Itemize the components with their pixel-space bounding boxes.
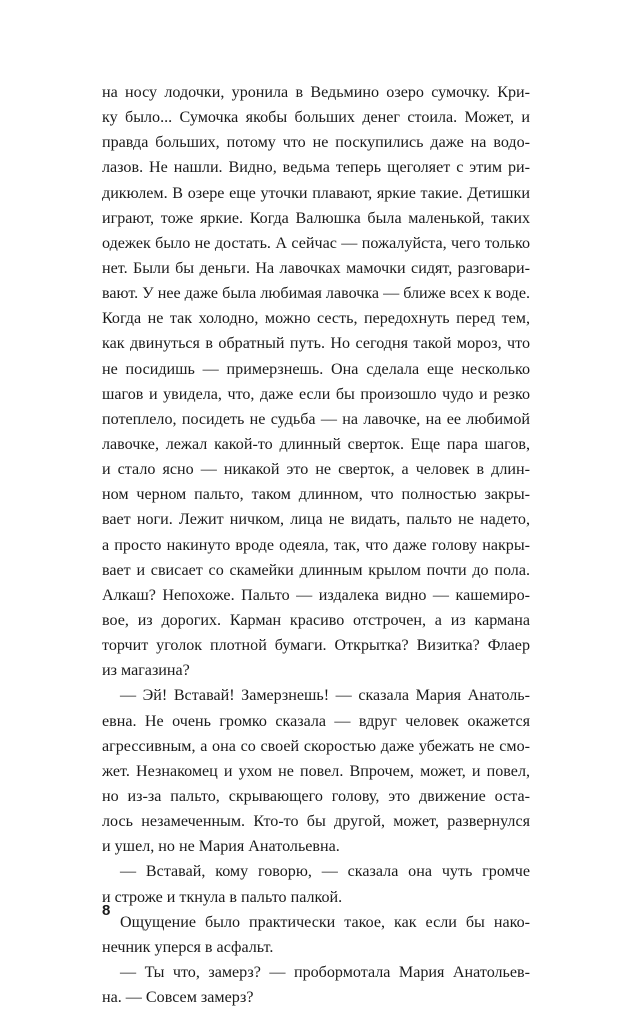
text-line: нет. Были бы деньги. На лавочках мамочки сидят, разговари- [102, 259, 530, 277]
text-line: и ушел, но не Мария Анатольевна. [102, 838, 340, 856]
text-line: но из-за пальто, скрывающего голову, это движение оста- [102, 787, 530, 805]
text-line: шагов и увидела, что, даже если бы произошло чудо и резко [102, 385, 530, 403]
page-body-text [102, 80, 530, 1010]
text-line: как двинуться в обратный путь. Но сегодня такой мороз, что [102, 335, 530, 353]
text-line: из магазина? [102, 662, 190, 680]
text-line: и строже и ткнула в пальто палкой. [102, 888, 343, 906]
text-line: агрессивным, а она со своей скоростью даже убежать не смо- [102, 737, 530, 755]
text-line: — Эй! Вставай! Замерзнешь! — сказала Мария Анатоль- [120, 687, 530, 705]
text-line: Алкаш? Непохоже. Пальто — издалека видно — кашемиро- [102, 586, 530, 604]
text-line: а просто накинуто вроде одеяла, так, что даже голову накры- [102, 536, 530, 554]
text-line: дикюлем. В озере еще уточки плавают, яркие такие. Детишки [102, 184, 530, 202]
text-line: жет. Незнакомец и ухом не повел. Впрочем, может, и повел, [102, 762, 530, 780]
text-line: вают. У нее даже была любимая лавочка — ближе всех к воде. [102, 285, 530, 303]
text-line: и стало ясно — никакой это не сверток, а человек в длин- [102, 461, 530, 479]
text-line: лось незамеченным. Кто-то бы другой, может, развернулся [102, 813, 530, 831]
text-line: лавочке, лежал какой-то длинный сверток. Еще пара шагов, [102, 435, 530, 453]
text-line: вает и свисает со скамейки длинным крылом почти до пола. [102, 561, 530, 579]
text-line: вает ноги. Лежит ничком, лица не видать, пальто не надето, [102, 511, 530, 529]
text-line: одежек было не достать. А сейчас — пожалуйста, чего только [102, 234, 530, 252]
text-line: Ощущение было практически такое, как если бы нако- [120, 913, 530, 931]
text-line: — Ты что, замерз? — пробормотала Мария Анатольев- [120, 963, 530, 981]
text-line: евна. Не очень громко сказала — вдруг человек окажется [102, 712, 530, 730]
text-line: не посидишь — примерзнешь. Она сделала еще несколько [102, 360, 530, 378]
text-line: вое, из дорогих. Карман красиво отстрочен, а из кармана [102, 611, 530, 629]
text-line: торчит уголок плотной бумаги. Открытка? Визитка? Флаер [102, 637, 530, 655]
text-line: на. — Совсем замерз? [102, 989, 254, 1007]
text-line: потеплело, посидеть не судьба — на лавочке, на ее любимой [102, 410, 530, 428]
text-line: — Вставай, кому говорю, — сказала она чуть громче [120, 863, 530, 881]
text-line: правда больших, потому что не поскупились даже на водо- [102, 134, 530, 152]
text-line: нечник уперся в асфальт. [102, 938, 274, 956]
text-line: ку было... Сумочка якобы больших денег стоила. Может, и [102, 109, 530, 127]
text-line: на носу лодочки, уронила в Ведьмино озеро сумочку. Кри- [102, 84, 530, 101]
text-line: ном черном пальто, таком длинном, что полностью закры- [102, 486, 530, 504]
text-line: Когда не так холодно, можно сесть, передохнуть перед тем, [102, 310, 530, 328]
text-line: лазов. Не нашли. Видно, ведьма теперь щеголяет с этим ри- [102, 159, 530, 177]
page-number: 8 [102, 902, 111, 919]
text-line: играют, тоже яркие. Когда Валюшка была маленькой, таких [102, 209, 530, 227]
